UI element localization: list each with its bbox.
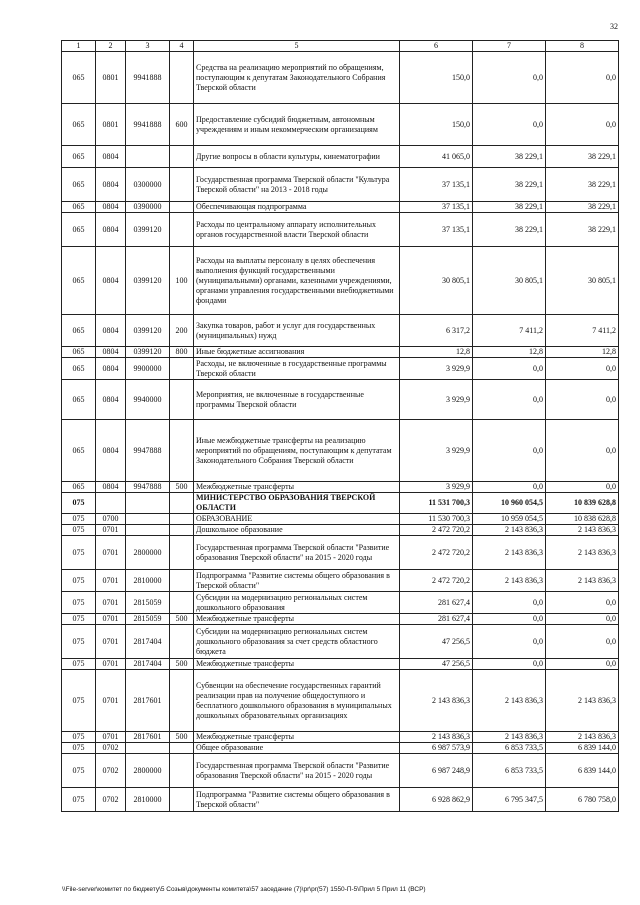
cell-c1: 065: [62, 347, 96, 358]
cell-desc: Расходы на выплаты персоналу в целях обеспечения выполнения функций государственными (муниципальными) органами, казенными учреждениями, органами управления государственными внебюджетными фондами: [194, 247, 400, 315]
header-cell: 2: [96, 41, 126, 52]
cell-c1: 065: [62, 146, 96, 168]
cell-v7: 38 229,1: [473, 146, 546, 168]
cell-v8: 2 143 836,3: [546, 525, 619, 536]
cell-v7: 7 411,2: [473, 315, 546, 347]
cell-v6: 3 929,9: [400, 358, 473, 380]
cell-c1: 075: [62, 592, 96, 614]
cell-c2: 0700: [96, 514, 126, 525]
cell-c3: 0399120: [126, 247, 170, 315]
cell-c4: [170, 493, 194, 514]
cell-v6: 6 987 573,9: [400, 743, 473, 754]
cell-c1: 065: [62, 213, 96, 247]
cell-c2: 0701: [96, 659, 126, 670]
cell-desc: Межбюджетные трансферты: [194, 659, 400, 670]
cell-c2: 0702: [96, 754, 126, 788]
cell-v7: 0,0: [473, 104, 546, 146]
header-cell: 1: [62, 41, 96, 52]
cell-c4: 800: [170, 347, 194, 358]
cell-v6: 2 472 720,2: [400, 536, 473, 570]
cell-c4: 100: [170, 247, 194, 315]
cell-v8: 10 839 628,8: [546, 493, 619, 514]
cell-c3: 2810000: [126, 788, 170, 812]
cell-c3: 9940000: [126, 380, 170, 420]
cell-v7: 6 795 347,5: [473, 788, 546, 812]
cell-c2: 0702: [96, 788, 126, 812]
cell-v8: 38 229,1: [546, 202, 619, 213]
table-row: [62, 614, 619, 625]
table-row: [62, 670, 619, 732]
cell-desc: Государственная программа Тверской области "Культура Тверской области" на 2013 - 2018 годы: [194, 168, 400, 202]
cell-desc: ОБРАЗОВАНИЕ: [194, 514, 400, 525]
cell-c2: 0804: [96, 202, 126, 213]
cell-v8: 2 143 836,3: [546, 570, 619, 592]
cell-c1: 075: [62, 614, 96, 625]
cell-v6: 2 472 720,2: [400, 570, 473, 592]
table-row: [62, 202, 619, 213]
cell-desc: Общее образование: [194, 743, 400, 754]
cell-c4: 600: [170, 104, 194, 146]
cell-c3: 2810000: [126, 570, 170, 592]
cell-v7: 2 143 836,3: [473, 732, 546, 743]
cell-v6: 3 929,9: [400, 420, 473, 482]
cell-c3: 2817601: [126, 732, 170, 743]
cell-v8: 0,0: [546, 420, 619, 482]
table-row: [62, 358, 619, 380]
cell-c4: [170, 788, 194, 812]
cell-desc: Другие вопросы в области культуры, кинематографии: [194, 146, 400, 168]
cell-desc: МИНИСТЕРСТВО ОБРАЗОВАНИЯ ТВЕРСКОЙ ОБЛАСТИ: [194, 493, 400, 514]
cell-v7: 10 960 054,5: [473, 493, 546, 514]
cell-v7: 0,0: [473, 380, 546, 420]
cell-c2: 0804: [96, 347, 126, 358]
cell-v6: 281 627,4: [400, 614, 473, 625]
cell-c2: 0701: [96, 570, 126, 592]
cell-c4: [170, 358, 194, 380]
cell-c2: 0804: [96, 482, 126, 493]
table-row: [62, 168, 619, 202]
cell-c2: 0701: [96, 732, 126, 743]
cell-v7: 0,0: [473, 482, 546, 493]
cell-v6: 11 531 700,3: [400, 493, 473, 514]
cell-v6: 37 135,1: [400, 202, 473, 213]
cell-v7: 2 143 836,3: [473, 670, 546, 732]
cell-c4: 500: [170, 482, 194, 493]
cell-c4: [170, 536, 194, 570]
cell-c1: 065: [62, 247, 96, 315]
table-row: [62, 482, 619, 493]
table-row: [62, 570, 619, 592]
cell-v7: 6 853 733,5: [473, 743, 546, 754]
cell-c3: 9947888: [126, 482, 170, 493]
cell-c2: 0701: [96, 614, 126, 625]
cell-desc: Мероприятия, не включенные в государственные программы Тверской области: [194, 380, 400, 420]
cell-c4: 500: [170, 732, 194, 743]
cell-c1: 065: [62, 104, 96, 146]
table-row: [62, 493, 619, 514]
cell-c3: 9900000: [126, 358, 170, 380]
cell-c4: [170, 670, 194, 732]
cell-c3: 9941888: [126, 104, 170, 146]
cell-v7: 30 805,1: [473, 247, 546, 315]
cell-c2: 0701: [96, 670, 126, 732]
cell-c1: 065: [62, 202, 96, 213]
cell-v8: 38 229,1: [546, 213, 619, 247]
cell-c4: [170, 592, 194, 614]
cell-v7: 0,0: [473, 659, 546, 670]
cell-c3: 2800000: [126, 536, 170, 570]
cell-v8: 0,0: [546, 625, 619, 659]
cell-c2: 0702: [96, 743, 126, 754]
cell-c4: 200: [170, 315, 194, 347]
cell-v6: 150,0: [400, 104, 473, 146]
cell-c3: 2815059: [126, 614, 170, 625]
table-row: [62, 754, 619, 788]
cell-v7: 38 229,1: [473, 202, 546, 213]
page-number: 32: [610, 22, 618, 31]
cell-c3: 0399120: [126, 213, 170, 247]
table-row: [62, 213, 619, 247]
cell-desc: Субсидии на модернизацию региональных систем дошкольного образования: [194, 592, 400, 614]
cell-c2: 0801: [96, 52, 126, 104]
header-cell: 5: [194, 41, 400, 52]
cell-desc: Государственная программа Тверской области "Развитие образования Тверской области" на 2015 - 2020 годы: [194, 536, 400, 570]
table-row: [62, 625, 619, 659]
cell-c4: [170, 754, 194, 788]
cell-v6: 12,8: [400, 347, 473, 358]
cell-desc: Иные межбюджетные трансферты на реализацию мероприятий по обращениям, поступающим к депутатам Законодательного Собрания Тверской области: [194, 420, 400, 482]
cell-c3: [126, 514, 170, 525]
cell-v8: 0,0: [546, 614, 619, 625]
cell-v7: 38 229,1: [473, 168, 546, 202]
cell-desc: Межбюджетные трансферты: [194, 482, 400, 493]
cell-v8: 0,0: [546, 482, 619, 493]
table-row: [62, 659, 619, 670]
cell-c3: 0399120: [126, 315, 170, 347]
cell-c1: 075: [62, 788, 96, 812]
cell-c3: [126, 743, 170, 754]
table-row: [62, 732, 619, 743]
cell-desc: Субвенции на обеспечение государственных гарантий реализации прав на получение общедоступного и бесплатного дошкольного образования в муниципальных дошкольных образовательных организациях: [194, 670, 400, 732]
cell-c3: 2817601: [126, 670, 170, 732]
table-row: [62, 536, 619, 570]
header-cell: 8: [546, 41, 619, 52]
cell-c2: 0804: [96, 146, 126, 168]
cell-v7: 12,8: [473, 347, 546, 358]
cell-c4: [170, 570, 194, 592]
cell-c4: [170, 52, 194, 104]
cell-desc: Предоставление субсидий бюджетным, автономным учреждениям и иным некоммерческим организациям: [194, 104, 400, 146]
cell-v6: 47 256,5: [400, 659, 473, 670]
table-row: [62, 52, 619, 104]
cell-v6: 41 065,0: [400, 146, 473, 168]
cell-desc: Подпрограмма "Развитие системы общего образования в Тверской области": [194, 788, 400, 812]
cell-c1: 075: [62, 754, 96, 788]
cell-c3: 0399120: [126, 347, 170, 358]
cell-c2: 0801: [96, 104, 126, 146]
cell-v6: 37 135,1: [400, 168, 473, 202]
cell-c1: 075: [62, 625, 96, 659]
cell-desc: Расходы по центральному аппарату исполнительных органов государственной власти Тверской области: [194, 213, 400, 247]
table-row: [62, 788, 619, 812]
cell-desc: Межбюджетные трансферты: [194, 732, 400, 743]
cell-v6: 6 928 862,9: [400, 788, 473, 812]
cell-desc: Иные бюджетные ассигнования: [194, 347, 400, 358]
cell-v6: 2 143 836,3: [400, 732, 473, 743]
cell-c2: 0804: [96, 247, 126, 315]
cell-c2: 0804: [96, 315, 126, 347]
cell-c1: 065: [62, 52, 96, 104]
cell-c4: [170, 625, 194, 659]
cell-v7: 6 853 733,5: [473, 754, 546, 788]
cell-v8: 6 780 758,0: [546, 788, 619, 812]
cell-c3: 0390000: [126, 202, 170, 213]
cell-v8: 0,0: [546, 659, 619, 670]
cell-v7: 2 143 836,3: [473, 536, 546, 570]
cell-v8: 7 411,2: [546, 315, 619, 347]
table-row: [62, 743, 619, 754]
cell-c1: 065: [62, 380, 96, 420]
cell-v6: 150,0: [400, 52, 473, 104]
header-cell: 7: [473, 41, 546, 52]
cell-c1: 075: [62, 514, 96, 525]
table-row: [62, 347, 619, 358]
header-cell: 3: [126, 41, 170, 52]
cell-desc: Обеспечивающая подпрограмма: [194, 202, 400, 213]
cell-c3: [126, 525, 170, 536]
cell-v7: 2 143 836,3: [473, 570, 546, 592]
table-row: [62, 380, 619, 420]
cell-c1: 075: [62, 536, 96, 570]
cell-c4: [170, 420, 194, 482]
cell-c1: 075: [62, 743, 96, 754]
table-row: [62, 525, 619, 536]
cell-c4: [170, 213, 194, 247]
cell-c3: 9941888: [126, 52, 170, 104]
cell-v7: 0,0: [473, 625, 546, 659]
cell-v6: 37 135,1: [400, 213, 473, 247]
cell-c2: 0804: [96, 420, 126, 482]
cell-c1: 075: [62, 732, 96, 743]
cell-c4: [170, 743, 194, 754]
cell-c4: [170, 146, 194, 168]
cell-v8: 0,0: [546, 380, 619, 420]
cell-v6: 6 987 248,9: [400, 754, 473, 788]
cell-v8: 0,0: [546, 358, 619, 380]
cell-v7: 0,0: [473, 358, 546, 380]
cell-v8: 0,0: [546, 52, 619, 104]
table-row: [62, 315, 619, 347]
cell-c1: 075: [62, 670, 96, 732]
cell-c4: [170, 380, 194, 420]
cell-v7: 0,0: [473, 614, 546, 625]
cell-v7: 10 959 054,5: [473, 514, 546, 525]
cell-c1: 065: [62, 420, 96, 482]
cell-c1: 065: [62, 315, 96, 347]
cell-c3: [126, 146, 170, 168]
header-cell: 6: [400, 41, 473, 52]
cell-v8: 6 839 144,0: [546, 754, 619, 788]
cell-v8: 38 229,1: [546, 168, 619, 202]
cell-c2: 0804: [96, 358, 126, 380]
cell-c3: 2800000: [126, 754, 170, 788]
cell-c1: 075: [62, 570, 96, 592]
cell-v7: 0,0: [473, 592, 546, 614]
cell-v7: 0,0: [473, 52, 546, 104]
cell-v8: 2 143 836,3: [546, 732, 619, 743]
cell-desc: Субсидии на модернизацию региональных систем дошкольного образования за счет средств областного бюджета: [194, 625, 400, 659]
cell-c2: 0701: [96, 592, 126, 614]
cell-desc: Средства на реализацию мероприятий по обращениям, поступающим к депутатам Законодательного Собрания Тверской области: [194, 52, 400, 104]
cell-c2: 0701: [96, 536, 126, 570]
cell-c3: [126, 493, 170, 514]
cell-c3: 9947888: [126, 420, 170, 482]
cell-v8: 38 229,1: [546, 146, 619, 168]
cell-v6: 281 627,4: [400, 592, 473, 614]
cell-v8: 2 143 836,3: [546, 670, 619, 732]
table-row: [62, 592, 619, 614]
file-path-footer: \\File-server\комитет по бюджету\5 Созыв\документы комитета\57 заседание (7)\pr\pr(57) 1550-П-5\Прил 5 Прил 11 (ВСР): [62, 886, 426, 893]
cell-c1: 065: [62, 358, 96, 380]
cell-c4: 500: [170, 614, 194, 625]
cell-c2: 0804: [96, 168, 126, 202]
cell-c4: [170, 202, 194, 213]
cell-c1: 075: [62, 659, 96, 670]
cell-desc: Государственная программа Тверской области "Развитие образования Тверской области" на 2015 - 2020 годы: [194, 754, 400, 788]
table-row: [62, 514, 619, 525]
cell-v8: 30 805,1: [546, 247, 619, 315]
cell-v6: 3 929,9: [400, 482, 473, 493]
cell-v8: 2 143 836,3: [546, 536, 619, 570]
cell-v7: 2 143 836,3: [473, 525, 546, 536]
cell-v6: 6 317,2: [400, 315, 473, 347]
cell-c2: 0701: [96, 525, 126, 536]
table-body: [62, 52, 619, 812]
cell-c1: 075: [62, 493, 96, 514]
cell-c3: 2817404: [126, 659, 170, 670]
cell-c1: 075: [62, 525, 96, 536]
cell-c2: [96, 493, 126, 514]
table-row: [62, 420, 619, 482]
cell-v8: 0,0: [546, 592, 619, 614]
cell-c1: 065: [62, 482, 96, 493]
header-row: [62, 41, 619, 52]
cell-v8: 12,8: [546, 347, 619, 358]
cell-v7: 0,0: [473, 420, 546, 482]
cell-v8: 6 839 144,0: [546, 743, 619, 754]
budget-table: [61, 40, 619, 812]
cell-desc: Дошкольное образование: [194, 525, 400, 536]
cell-v8: 0,0: [546, 104, 619, 146]
cell-c3: 2817404: [126, 625, 170, 659]
cell-c4: [170, 514, 194, 525]
cell-c1: 065: [62, 168, 96, 202]
cell-c2: 0804: [96, 380, 126, 420]
cell-v6: 11 530 700,3: [400, 514, 473, 525]
cell-v6: 2 472 720,2: [400, 525, 473, 536]
header-cell: 4: [170, 41, 194, 52]
cell-c4: 500: [170, 659, 194, 670]
table-row: [62, 104, 619, 146]
cell-v6: 47 256,5: [400, 625, 473, 659]
cell-c3: 0300000: [126, 168, 170, 202]
cell-c2: 0804: [96, 213, 126, 247]
cell-v6: 2 143 836,3: [400, 670, 473, 732]
table-row: [62, 247, 619, 315]
cell-v6: 3 929,9: [400, 380, 473, 420]
cell-desc: Расходы, не включенные в государственные программы Тверской области: [194, 358, 400, 380]
cell-desc: Подпрограмма "Развитие системы общего образования в Тверской области": [194, 570, 400, 592]
cell-c3: 2815059: [126, 592, 170, 614]
cell-desc: Закупка товаров, работ и услуг для государственных (муниципальных) нужд: [194, 315, 400, 347]
cell-c4: [170, 525, 194, 536]
cell-c2: 0701: [96, 625, 126, 659]
table-row: [62, 146, 619, 168]
cell-c4: [170, 168, 194, 202]
cell-desc: Межбюджетные трансферты: [194, 614, 400, 625]
cell-v8: 10 838 628,8: [546, 514, 619, 525]
cell-v7: 38 229,1: [473, 213, 546, 247]
cell-v6: 30 805,1: [400, 247, 473, 315]
